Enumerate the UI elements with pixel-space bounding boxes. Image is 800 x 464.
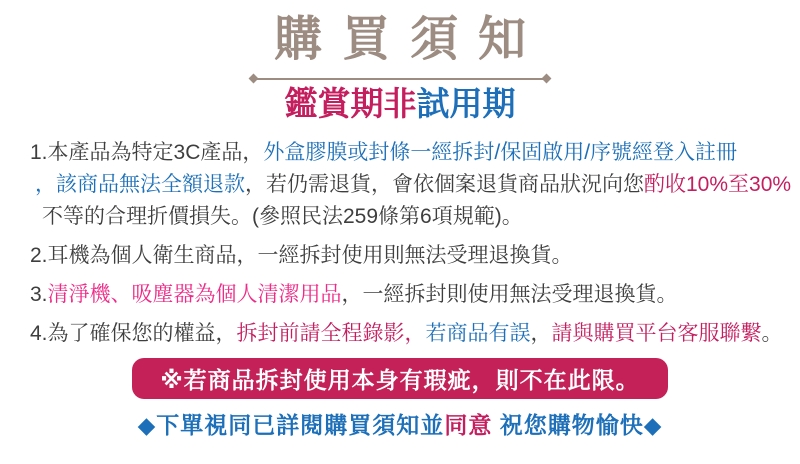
text-segment: 2.耳機為個人衛生商品，一經拆封使用則無法受理退換貨。 bbox=[30, 244, 573, 267]
text-segment-highlight: 拆封前請全程錄影， bbox=[236, 322, 426, 345]
diamond-left-icon bbox=[249, 74, 259, 84]
text-segment-highlight: 請與購買平台客服聯繫 bbox=[551, 322, 762, 345]
notice-item-2 bbox=[30, 240, 794, 272]
text-segment: 3. bbox=[30, 283, 48, 306]
notice-list bbox=[30, 137, 794, 357]
exception-banner bbox=[132, 358, 668, 399]
text-segment: ， bbox=[530, 322, 552, 345]
text-segment-highlight: 外盒膠膜或封條一經拆封/保固啟用/序號經登入註冊 bbox=[263, 141, 738, 164]
footer-text: ◆下單視同已詳閱購買須知並 bbox=[137, 412, 445, 438]
footer-text-highlight: 同意 bbox=[444, 412, 493, 438]
notice-item-4 bbox=[30, 318, 794, 350]
title-divider bbox=[250, 74, 550, 83]
notice-item-3 bbox=[30, 279, 794, 311]
footer-note bbox=[0, 412, 800, 440]
notice-item-2-line-1 bbox=[30, 240, 794, 272]
text-segment: 4.為了確保您的權益， bbox=[30, 322, 237, 345]
diamond-right-icon bbox=[542, 74, 552, 84]
footer-text: 祝您購物愉快◆ bbox=[492, 412, 663, 438]
text-segment-highlight: 酌收10%至30% bbox=[644, 173, 792, 196]
subtitle bbox=[0, 86, 800, 122]
text-segment-highlight: ，該商品無法全額退款 bbox=[35, 173, 245, 196]
subtitle-highlight: 鑑賞期非 bbox=[284, 85, 417, 122]
notice-item-1-line-3 bbox=[30, 201, 794, 233]
text-segment: 。 bbox=[761, 322, 783, 345]
page-title: 購買須知 bbox=[273, 13, 546, 66]
text-segment-highlight: 若商品有誤 bbox=[425, 322, 531, 345]
notice-item-3-line-1 bbox=[30, 279, 794, 311]
text-segment-highlight: 清淨機、吸塵器為個人清潔用品 bbox=[47, 283, 342, 306]
notice-item-1-line-2 bbox=[30, 169, 794, 201]
exception-banner-text: ※若商品拆封使用本身有瑕疵，則不在此限。 bbox=[160, 367, 640, 393]
text-segment: 1.本產品為特定3C產品， bbox=[30, 141, 264, 164]
notice-item-1 bbox=[30, 137, 794, 233]
text-segment: ，若仍需退貨，會依個案退貨商品狀況向您 bbox=[245, 173, 644, 196]
notice-item-1-line-1 bbox=[30, 137, 794, 169]
text-segment: 不等的合理折價損失。(參照民法259條第6項規範)。 bbox=[42, 205, 523, 228]
text-segment: ，一經拆封則使用無法受理退換貨。 bbox=[341, 283, 678, 306]
notice-item-4-line-1 bbox=[30, 318, 794, 350]
subtitle-rest: 試用期 bbox=[416, 85, 516, 122]
divider-line bbox=[257, 78, 543, 80]
